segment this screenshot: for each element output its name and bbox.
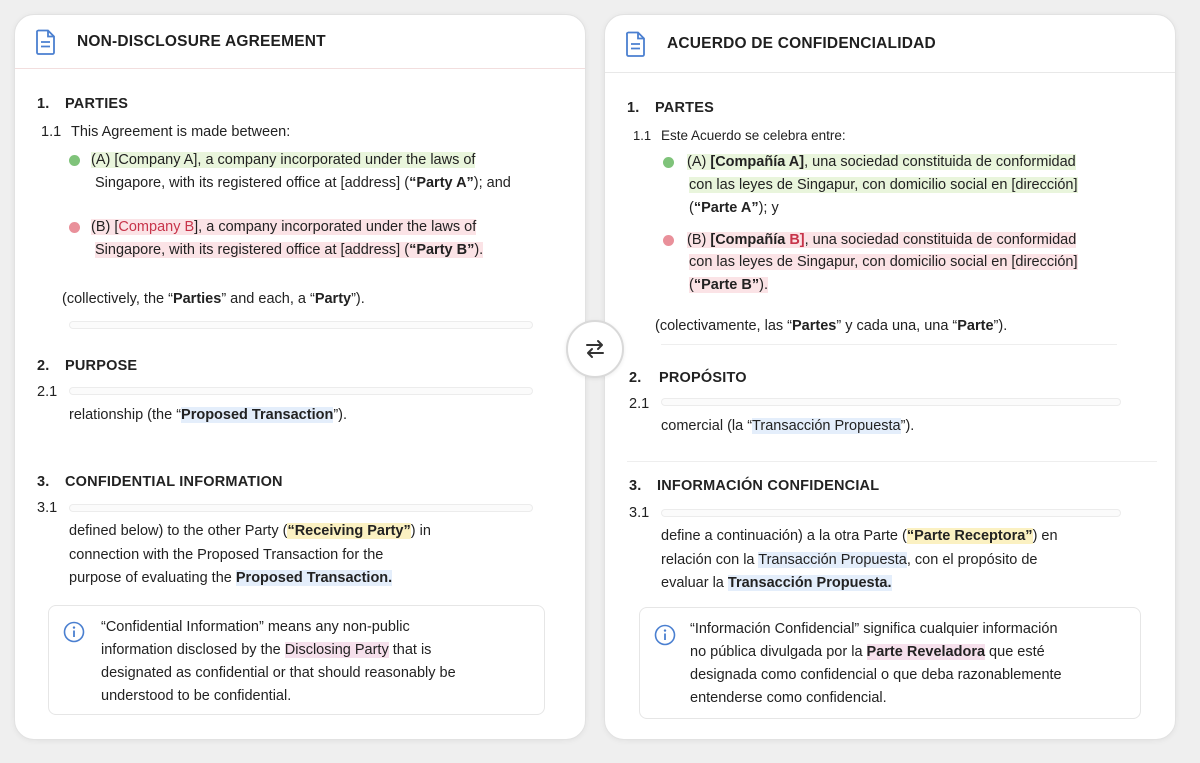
section-number: 1. <box>37 96 50 112</box>
confidential-clause-line2[interactable]: relación con la Transacción Propuesta, con el propósito de <box>661 552 1038 568</box>
party-a-label: “Party A” <box>409 175 474 191</box>
party-b-line3[interactable]: (“Parte B”). <box>689 277 768 293</box>
party-b-line2[interactable]: Singapore, with its registered office at [address] (“Party B”). <box>95 242 484 258</box>
note-line4: entenderse como confidencial. <box>690 690 887 706</box>
clause-number: 3.1 <box>37 500 58 516</box>
collective-definition: (colectivamente, las “Partes” y cada una, una “Parte”). <box>655 318 1008 334</box>
party-a-name: [Compañía A] <box>710 154 805 170</box>
document-title: ACUERDO DE CONFIDENCIALIDAD <box>667 34 936 52</box>
party-a-label: “Parte A” <box>693 200 759 216</box>
purpose-text[interactable]: relationship (the “Proposed Transaction”). <box>69 407 348 423</box>
clause-number: 2.1 <box>629 396 650 412</box>
confidential-clause-line1[interactable]: defined below) to the other Party (“Receiving Party”) in <box>69 523 431 539</box>
collective-definition: (collectively, the “Parties” and each, a “Party”). <box>62 291 365 307</box>
document-icon <box>625 31 647 57</box>
confidential-clause-line2: connection with the Proposed Transaction for the <box>69 547 384 563</box>
note-line3: designated as confidential or that should reasonably be <box>101 665 456 681</box>
section-heading-parties: PARTIES <box>65 96 129 112</box>
confidential-clause-line1[interactable]: define a continuación) a la otra Parte (“Parte Receptora”) en <box>661 528 1058 544</box>
placeholder-line <box>69 387 533 395</box>
receiving-party-term: “Receiving Party” <box>287 523 411 539</box>
party-b-name: Company B <box>118 219 195 235</box>
party-a-line2[interactable]: Singapore, with its registered office at [address] (“Party A”); and <box>95 175 511 191</box>
swap-arrows-icon <box>583 337 607 361</box>
section-heading-proposito: PROPÓSITO <box>659 370 747 386</box>
party-a-marker <box>69 155 80 166</box>
clause-number: 3.1 <box>629 505 650 521</box>
section-number: 1. <box>627 100 640 116</box>
document-title: NON-DISCLOSURE AGREEMENT <box>77 32 326 50</box>
proposed-transaction-term: Proposed Transaction <box>181 407 334 423</box>
party-b-label: “Parte B” <box>693 277 760 293</box>
party-b-name: [Compañía <box>710 232 790 248</box>
note-line1: “Información Confidencial” significa cualquier información <box>690 621 1058 637</box>
section-number: 2. <box>37 358 50 374</box>
party-b-line1[interactable]: (B) [Compañía B], una sociedad constituida de conformidad <box>687 232 1077 248</box>
section-number: 2. <box>629 370 642 386</box>
section-heading-informacion-confidencial: INFORMACIÓN CONFIDENCIAL <box>657 478 880 494</box>
confidential-clause-line3[interactable]: purpose of evaluating the Proposed Transaction. <box>69 570 393 586</box>
proposed-transaction-term: Proposed Transaction. <box>235 570 393 586</box>
separator <box>627 461 1157 462</box>
panel-header <box>605 15 1175 73</box>
note-line1: “Confidential Information” means any non-public <box>101 619 410 635</box>
section-heading-confidential-information: CONFIDENTIAL INFORMATION <box>65 474 283 490</box>
definition-note <box>639 607 1141 719</box>
proposed-transaction-term: Transacción Propuesta <box>752 418 901 434</box>
party-a-line2[interactable]: con las leyes de Singapur, con domicilio social en [dirección] <box>689 177 1078 193</box>
note-line2[interactable]: no pública divulgada por la Parte Reveladora que esté <box>690 644 1045 660</box>
swap-languages-button[interactable] <box>566 320 624 378</box>
confidential-clause-line3[interactable]: evaluar la Transacción Propuesta. <box>661 575 892 591</box>
clause-text: This Agreement is made between: <box>71 124 291 140</box>
info-icon <box>654 624 676 646</box>
document-icon <box>35 29 57 55</box>
placeholder-line <box>661 509 1121 517</box>
note-line3: designada como confidencial o que deba razonablemente <box>690 667 1062 683</box>
party-a-name: Company A <box>118 152 194 168</box>
party-b-label: “Party B” <box>409 242 475 258</box>
placeholder-line <box>69 504 533 512</box>
source-document-panel <box>14 14 586 740</box>
section-heading-purpose: PURPOSE <box>65 358 138 374</box>
section-heading-partes: PARTES <box>655 100 714 116</box>
clause-text: Este Acuerdo se celebra entre: <box>661 128 846 143</box>
section-number: 3. <box>37 474 50 490</box>
clause-number: 2.1 <box>37 384 58 400</box>
receiving-party-term: “Parte Receptora” <box>906 528 1033 544</box>
proposed-transaction-term: Transacción Propuesta. <box>727 575 892 591</box>
placeholder-line <box>661 398 1121 406</box>
purpose-text[interactable]: comercial (la “Transacción Propuesta”). <box>661 418 915 434</box>
note-line4: understood to be confidential. <box>101 688 292 704</box>
party-a-line1[interactable]: (A) [Compañía A], una sociedad constituida de conformidad <box>687 154 1076 170</box>
section-number: 3. <box>629 478 642 494</box>
party-b-marker <box>663 235 674 246</box>
party-a-marker <box>663 157 674 168</box>
proposed-transaction-term: Transacción Propuesta <box>758 552 907 568</box>
clause-number: 1.1 <box>633 128 652 143</box>
placeholder-line <box>69 321 533 329</box>
party-a-line3[interactable]: (“Parte A”); y <box>689 200 779 216</box>
party-b-line1[interactable]: (B) [Company B], a company incorporated under the laws of <box>91 219 477 235</box>
clause-number: 1.1 <box>41 124 62 140</box>
separator <box>661 344 1117 345</box>
note-line2[interactable]: information disclosed by the Disclosing Party that is <box>101 642 432 658</box>
info-icon <box>63 621 85 643</box>
definition-note <box>48 605 545 715</box>
translated-document-panel <box>604 14 1176 740</box>
panel-header <box>15 15 585 69</box>
party-b-line2[interactable]: con las leyes de Singapur, con domicilio social en [dirección] <box>689 254 1078 270</box>
disclosing-party-term: Parte Reveladora <box>866 644 986 660</box>
party-b-marker <box>69 222 80 233</box>
disclosing-party-term: Disclosing Party <box>284 642 389 658</box>
party-a-line1[interactable]: (A) [Company A], a company incorporated under the laws of <box>91 152 476 168</box>
